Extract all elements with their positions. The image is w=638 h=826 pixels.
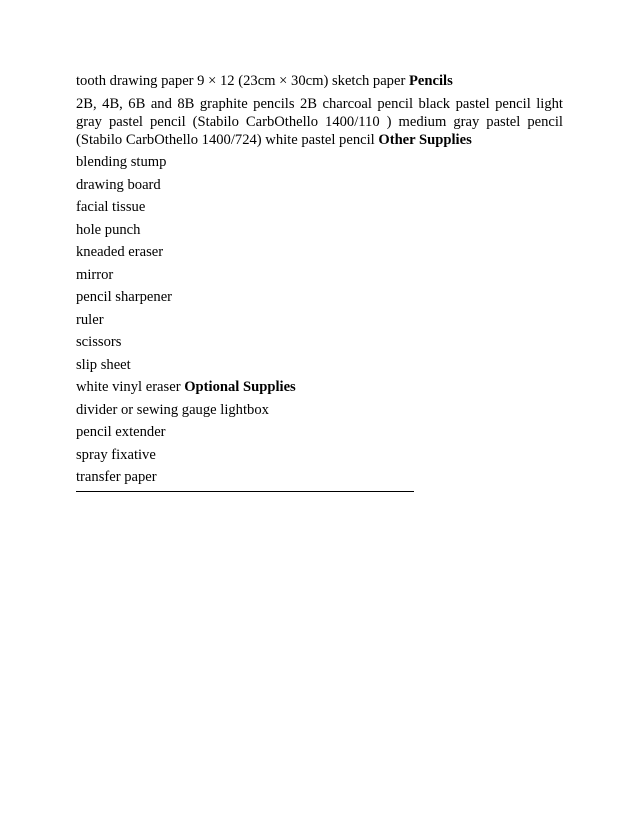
list-item — [76, 446, 563, 464]
section-heading-pencils: Pencils — [408, 73, 453, 89]
list-item-text: kneaded eraser — [76, 244, 164, 260]
list-item-text: ruler — [76, 311, 104, 328]
list-item — [76, 468, 563, 486]
section-heading-optional-supplies: Optional Supplies — [184, 379, 296, 395]
list-item-text: white vinyl eraser — [76, 379, 185, 395]
list-item — [76, 311, 563, 329]
list-item-text: transfer paper — [76, 469, 157, 485]
paragraph-text: tooth drawing paper 9 × 12 (23cm × 30cm) sketch paper — [76, 73, 409, 89]
list-item — [76, 333, 563, 351]
horizontal-rule — [76, 491, 414, 492]
list-item — [76, 153, 563, 171]
list-item-text: facial tissue — [76, 199, 146, 215]
list-item — [76, 423, 563, 441]
list-item-text: drawing board — [76, 176, 161, 193]
list-item — [76, 221, 563, 239]
section-heading-other-supplies: Other Supplies — [378, 131, 472, 148]
paragraph-text: 2B, 4B, 6B and 8B graphite pencils 2B charcoal pencil black pastel pencil light gray pastel pencil (Stabilo CarbOthello 1400/110 ) medium gray pastel pencil (Stabilo CarbOthello 1400/724) white pastel pencil — [76, 95, 563, 148]
list-item-text: mirror — [76, 266, 114, 283]
list-item-text: pencil extender — [76, 424, 166, 440]
list-item — [76, 266, 563, 284]
list-item-text: slip sheet — [76, 356, 131, 373]
list-item-text: divider or sewing gauge lightbox — [76, 401, 269, 418]
paragraph — [76, 95, 563, 149]
paragraph — [76, 72, 563, 90]
list-item-text: pencil sharpener — [76, 289, 173, 305]
list-item — [76, 288, 563, 306]
list-item-text: blending stump — [76, 154, 167, 170]
document-body — [76, 72, 563, 492]
list-item — [76, 176, 563, 194]
list-item — [76, 356, 563, 374]
list-item — [76, 198, 563, 216]
list-item-text: scissors — [76, 334, 122, 350]
list-item-text: spray fixative — [76, 446, 156, 463]
list-item — [76, 401, 563, 419]
list-item — [76, 243, 563, 261]
list-item-text: hole punch — [76, 221, 141, 238]
list-item — [76, 378, 563, 396]
